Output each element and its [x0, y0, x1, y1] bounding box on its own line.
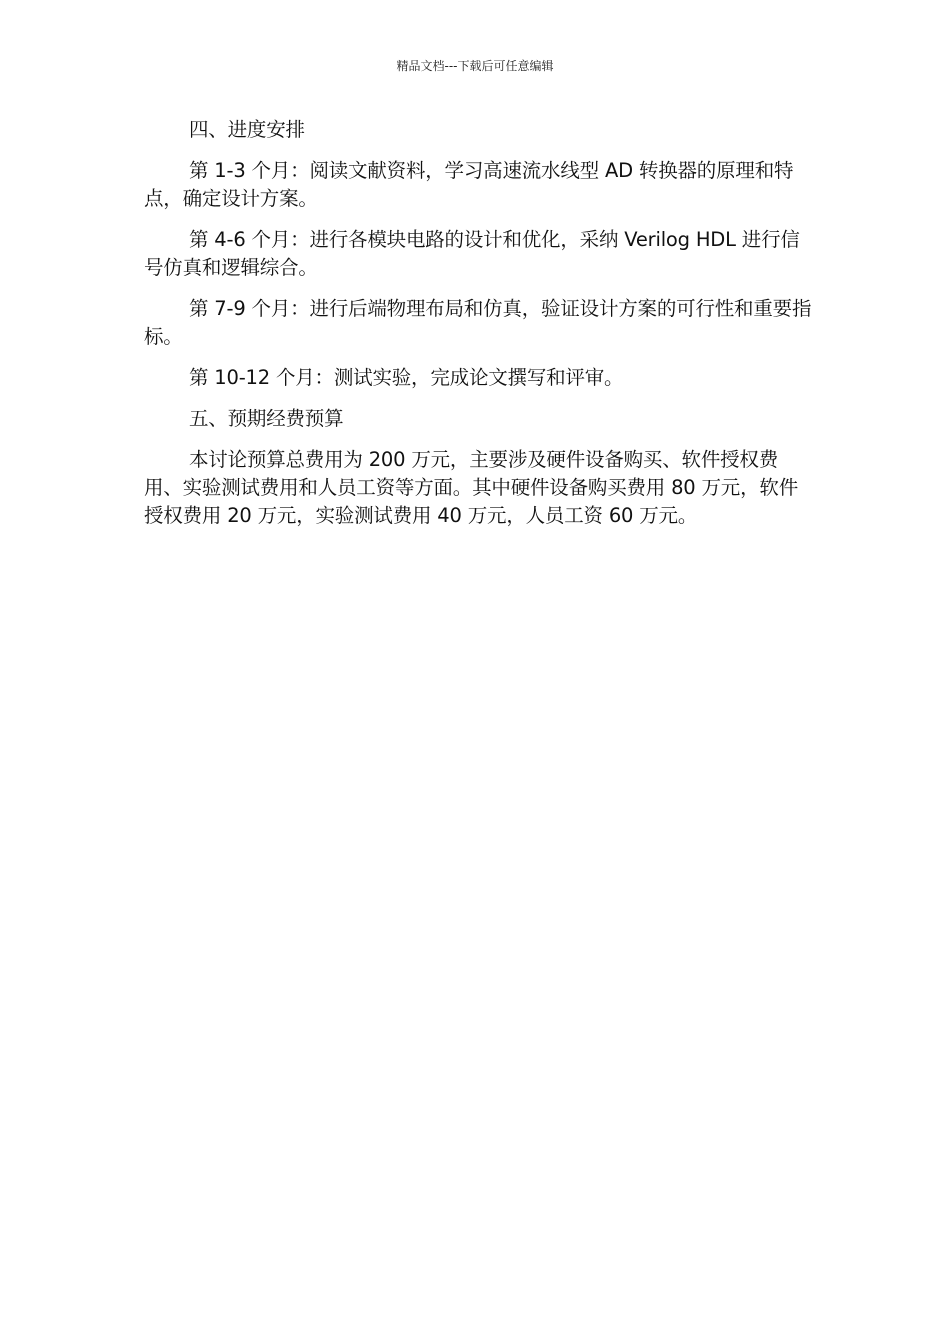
document-body — [144, 116, 816, 543]
schedule-item-months-7-9: 第 7-9 个月：进行后端物理布局和仿真，验证设计方案的可行性和重要指标。 — [144, 297, 812, 348]
budget-paragraph: 本讨论预算总费用为 200 万元，主要涉及硬件设备购买、软件授权费用、实验测试费用和人员工资等方面。其中硬件设备购买费用 80 万元，软件授权费用 20 万元，实验测试费用 40 万元，人员工资 60 万元。 — [144, 448, 799, 527]
section-heading-budget: 五、预期经费预算 — [189, 407, 344, 430]
schedule-item-months-4-6: 第 4-6 个月：进行各模块电路的设计和优化，采纳 Verilog HDL 进行信号仿真和逻辑综合。 — [144, 228, 800, 279]
section-heading-schedule: 四、进度安排 — [189, 118, 305, 141]
schedule-item-months-10-12: 第 10-12 个月：测试实验，完成论文撰写和评审。 — [189, 366, 624, 389]
page-header: 精品文档---下载后可任意编辑 — [396, 59, 554, 73]
schedule-item-months-1-3: 第 1-3 个月：阅读文献资料，学习高速流水线型 AD 转换器的原理和特点，确定设计方案。 — [144, 159, 794, 210]
